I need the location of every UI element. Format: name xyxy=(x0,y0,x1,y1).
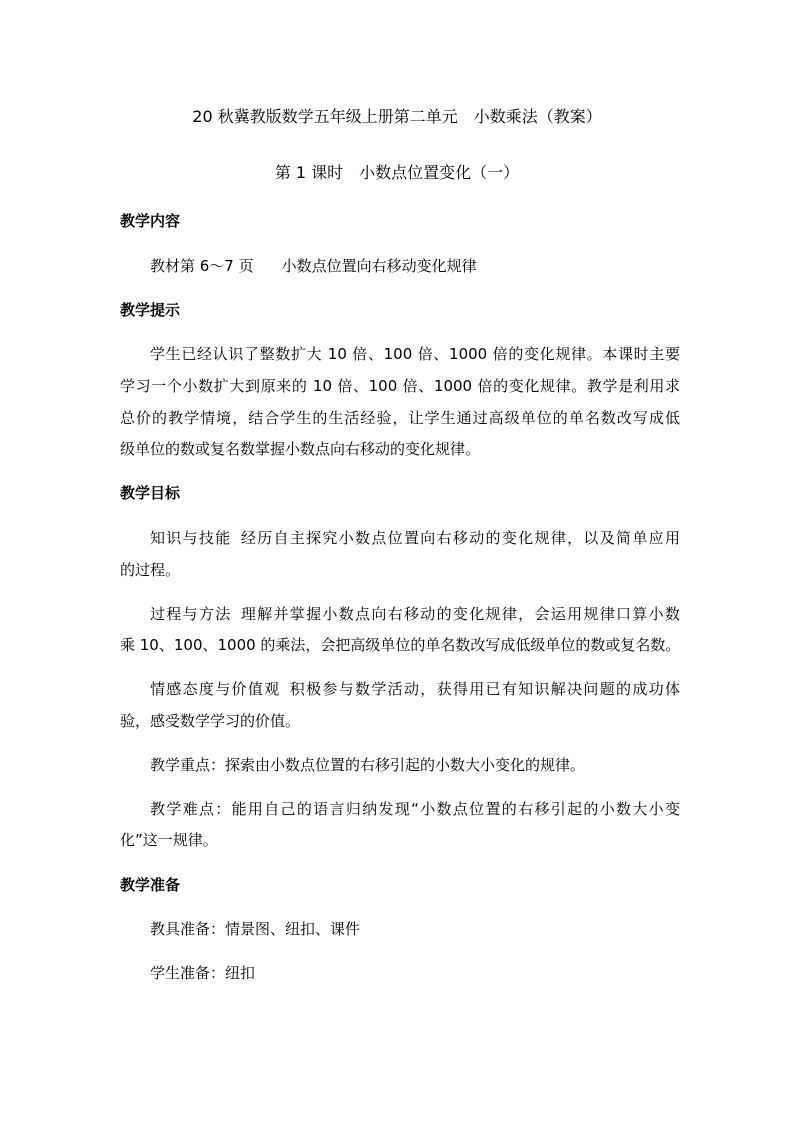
tips-line-2: 学习一个小数扩大到原来的 10 倍、100 倍、1000 倍的变化规律。教学是利用求 xyxy=(120,377,680,395)
knowledge-line-2: 的过程。 xyxy=(120,561,181,579)
attitude-label: 情感态度与价值观 xyxy=(150,680,281,698)
section-heading-prep: 教学准备 xyxy=(120,876,181,894)
difficulty-line-1: 教学难点：能用自己的语言归纳发现“小数点位置的右移引起的小数大小变 xyxy=(150,800,680,818)
knowledge-label: 知识与技能 xyxy=(150,529,232,547)
document-title: 20 秋冀教版数学五年级上册第二单元 小数乘法（教案） xyxy=(192,107,602,126)
attitude-line-2: 验，感受数学学习的价值。 xyxy=(120,712,301,730)
section-heading-goals: 教学目标 xyxy=(120,484,181,502)
lesson-subtitle: 第 1 课时 小数点位置变化（一） xyxy=(274,163,520,182)
process-text-1: 理解并掌握小数点向右移动的变化规律，会运用规律口算小数 xyxy=(239,605,680,623)
process-line-2: 乘 10、100、1000 的乘法，会把高级单位的单名数改写成低级单位的数或复名数。 xyxy=(120,636,681,654)
tips-line-3: 总价的教学情境，结合学生的生活经验，让学生通过高级单位的单名数改写成低 xyxy=(120,409,680,427)
section-heading-content: 教学内容 xyxy=(120,212,181,230)
key-point: 教学重点：探索由小数点位置的右移引起的小数大小变化的规律。 xyxy=(150,756,586,774)
content-pages: 教材第 6～7 页 xyxy=(150,257,254,275)
teacher-prep: 教具准备：情景图、纽扣、课件 xyxy=(150,920,361,938)
knowledge-text-1: 经历自主探究小数点位置向右移动的变化规律，以及简单应用 xyxy=(239,529,680,547)
tips-line-4: 级单位的数或复名数掌握小数点向右移动的变化规律。 xyxy=(120,440,481,458)
section-heading-tips: 教学提示 xyxy=(120,301,181,319)
content-topic: 小数点位置向右移动变化规律 xyxy=(281,257,477,275)
knowledge-line-1 xyxy=(150,530,680,547)
attitude-line-1 xyxy=(150,681,680,698)
attitude-text-1: 积极参与数学活动，获得用已有知识解决问题的成功体 xyxy=(288,680,680,698)
difficulty-line-2: 化”这一规律。 xyxy=(120,831,218,849)
student-prep: 学生准备：纽扣 xyxy=(150,964,256,982)
process-label: 过程与方法 xyxy=(150,605,232,623)
tips-line-1: 学生已经认识了整数扩大 10 倍、100 倍、1000 倍的变化规律。本课时主要 xyxy=(150,345,680,363)
process-line-1 xyxy=(150,606,680,623)
content-line xyxy=(150,258,680,275)
